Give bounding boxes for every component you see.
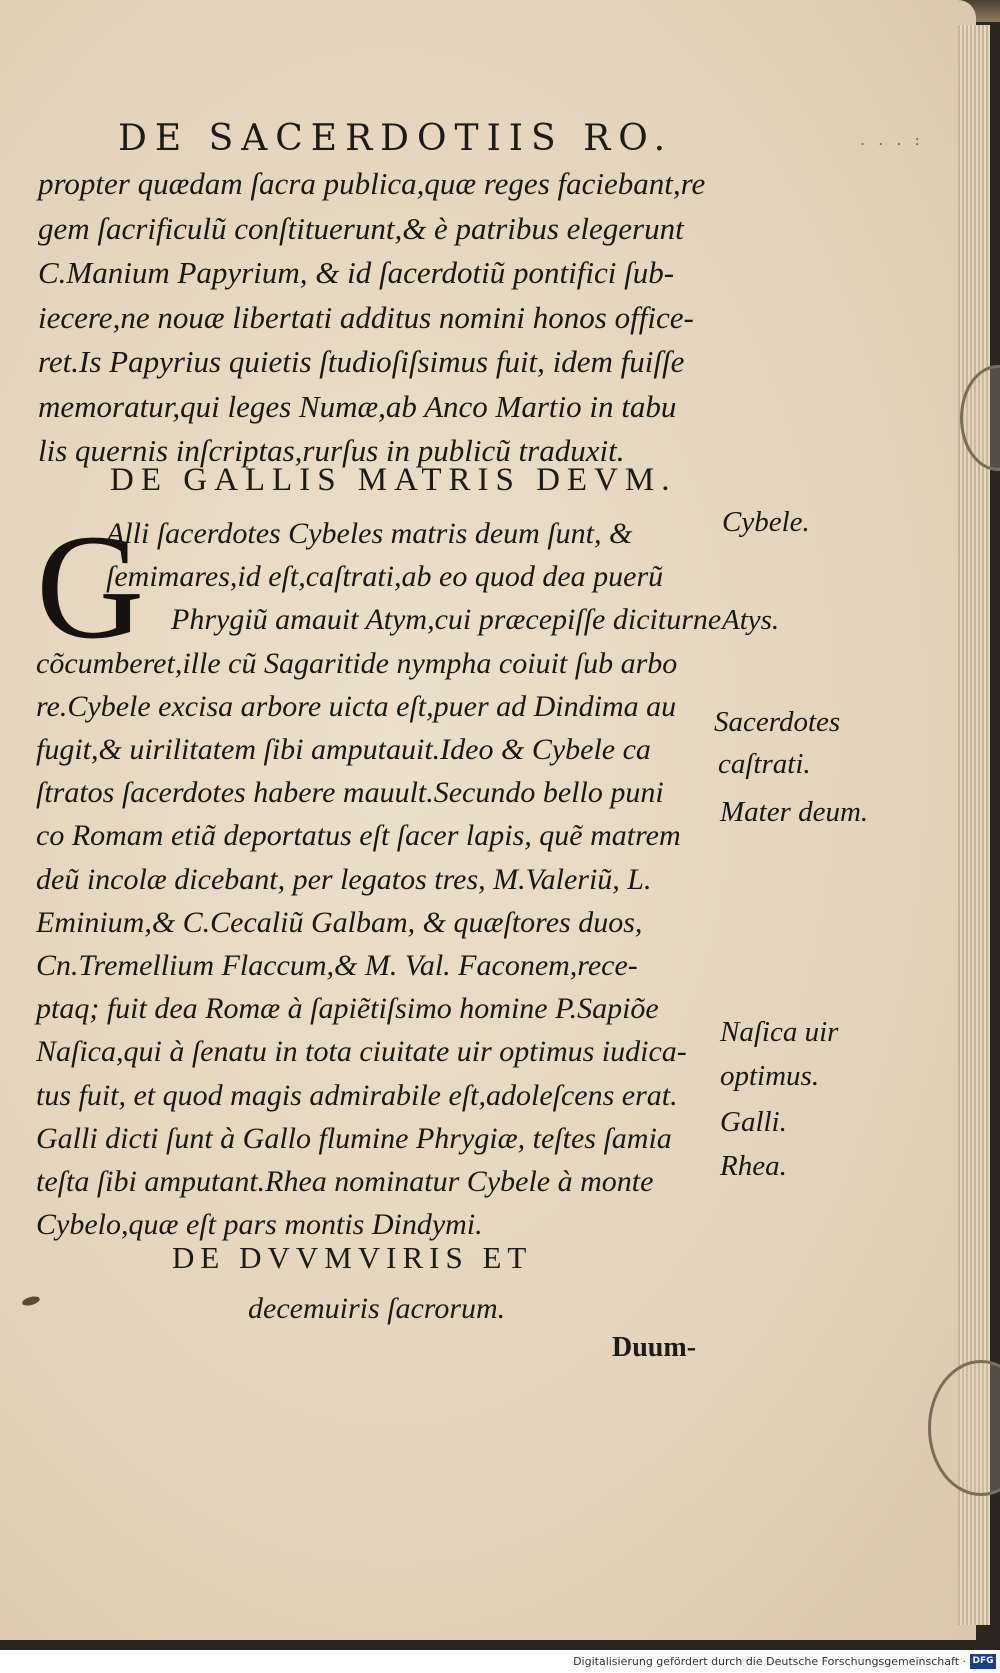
text-line: gem ſacrificulũ conſtituerunt,& è patribus elegerunt bbox=[38, 210, 684, 246]
margin-note-rhea: Rhea. bbox=[720, 1150, 787, 1182]
section-title-gallis: DE GALLIS MATRIS DEVM. bbox=[110, 462, 677, 498]
drop-capital: G bbox=[36, 504, 145, 670]
section-subtitle-decemuiris: decemuiris ſacrorum. bbox=[248, 1292, 506, 1325]
text-line: ret.Is Papyrius quietis ſtudioſiſsimus fuit, idem fuiſſe bbox=[38, 344, 685, 379]
text-line: lis quernis inſcriptas,rurſus in publicũ traduxit. bbox=[38, 433, 625, 468]
margin-note-sacerdotes: Sacerdotes bbox=[714, 706, 841, 738]
text-line: ſemimares,id eſt,caſtrati,ab eo quod dea puerũ bbox=[106, 560, 664, 594]
section2-text bbox=[36, 504, 726, 1246]
text-line: Naſica,qui à ſenatu in tota ciuitate uir optimus iudica- bbox=[36, 1035, 687, 1069]
text-line: deũ incolæ dicebant, per legatos tres, M.Valeriũ, L. bbox=[36, 862, 652, 896]
text-line: teſta ſibi amputant.Rhea nominatur Cybele à monte bbox=[36, 1165, 654, 1199]
text-line: fugit,& uirilitatem ſibi amputauit.Ideo & Cybele ca bbox=[36, 733, 651, 767]
text-line: Phrygiũ amauit Atym,cui præcepiſſe diciturne bbox=[171, 603, 722, 637]
margin-note-optimus: optimus. bbox=[720, 1060, 820, 1092]
text-line: Cybelo,quæ eſt pars montis Dindymi. bbox=[36, 1208, 483, 1242]
text-line: propter quædam ſacra publica,quæ reges faciebant,re bbox=[38, 166, 706, 201]
margin-note-mater-deum: Mater deum. bbox=[720, 796, 869, 828]
text-line: iecere,ne nouæ libertati additus nomini honos officе- bbox=[38, 299, 694, 335]
running-head: DE SACERDOTIIS RO. bbox=[118, 118, 674, 159]
section-title-duumviris: DE DVVMVIRIS ET bbox=[172, 1240, 533, 1275]
text-line: co Romam etiã deportatus eſt ſacer lapis, quẽ matrem bbox=[36, 819, 681, 853]
text-line: re.Cybele excisa arbore uicta eſt,puer ad Dindima au bbox=[36, 689, 677, 723]
text-line: cõcumberet,ille cũ Sagaritide nympha coiuit ſub arbo bbox=[36, 646, 678, 680]
margin-note-atys: Atys. bbox=[722, 604, 780, 636]
dfg-logo: DFG bbox=[970, 1654, 996, 1669]
text-line: tus fuit, et quod magis admirabile eſt,adoleſcens erat. bbox=[36, 1078, 678, 1112]
catchword: Duum- bbox=[612, 1332, 697, 1363]
text-line: ptaq; fuit dea Romæ à ſapiẽtiſsimo homine P.Sapiõe bbox=[36, 992, 659, 1026]
signature-mark: . . . : bbox=[860, 130, 924, 149]
margin-note-cybele: Cybele. bbox=[722, 506, 810, 538]
text-line: Eminium,& C.Cecaliũ Galbam, & quæſtores duos, bbox=[36, 905, 643, 939]
margin-note-galli: Galli. bbox=[720, 1106, 787, 1138]
text-line: Alli ſacerdotes Cybeles matris deum ſunt, & bbox=[106, 517, 633, 550]
text-line: ſtratos ſacerdotes habere mauult.Secundo bello puni bbox=[36, 776, 664, 810]
text-line: C.Manium Papyrium, & id ſacerdotiũ pontifici ſub- bbox=[38, 255, 675, 290]
digitization-footer bbox=[0, 1650, 1000, 1673]
section1-text bbox=[38, 162, 723, 474]
margin-note-nasica: Naſica uir bbox=[720, 1016, 839, 1048]
margin-note-castrati: caſtrati. bbox=[718, 748, 811, 780]
text-line: Galli dicti ſunt à Gallo flumine Phrygiæ, teſtes ſamia bbox=[36, 1121, 672, 1155]
text-line: memoratur,qui leges Numæ,ab Anco Martio in tabu bbox=[38, 388, 677, 424]
footer-text: Digitalisierung gefördert durch die Deutsche Forschungsgemeinschaft · bbox=[573, 1655, 966, 1668]
text-line: Cn.Tremellium Flaccum,& M. Val. Faconem,rece- bbox=[36, 949, 638, 983]
